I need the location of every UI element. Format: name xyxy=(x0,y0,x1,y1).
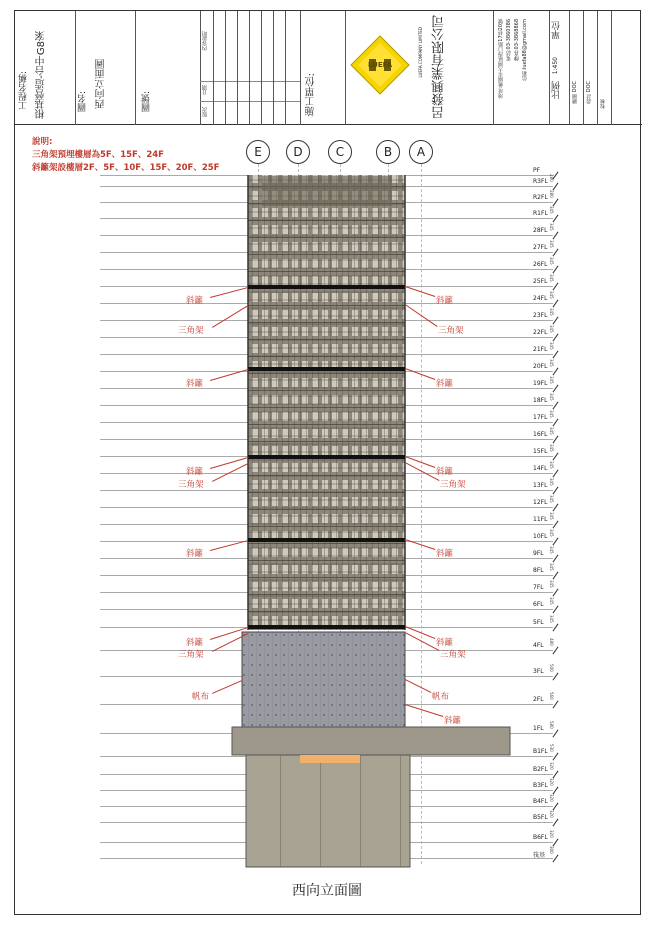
revision-date-label: 日期 xyxy=(202,85,208,95)
net-label: 斜籬 xyxy=(436,379,454,389)
floor-label: 6FL xyxy=(533,601,544,608)
floor-height-dim: 345 xyxy=(549,461,554,469)
net-label: 斜籬 xyxy=(436,638,454,648)
floor-height-dim: 345 xyxy=(549,223,554,231)
drawn-by-label: 繪圖 DOC xyxy=(572,81,578,104)
net-label: 斜籬 xyxy=(436,549,454,559)
scaffold-grid xyxy=(248,175,405,630)
notes-net-floors: 斜籬架設樓層2F、5F、10F、15F、20F、25F xyxy=(32,163,220,173)
roof-structure xyxy=(262,176,392,206)
grid-axis-e: E xyxy=(246,140,270,164)
floor-label: 3FL xyxy=(533,668,544,675)
floor-label: B4FL xyxy=(533,798,548,805)
floor-height-dim: 345 xyxy=(549,597,554,605)
floor-label: 筏基 xyxy=(533,852,546,859)
floor-height-dim: 345 xyxy=(549,563,554,571)
canvas-label: 帆布 xyxy=(192,692,210,702)
company-email: 信箱:luefa88@gmail.com xyxy=(522,19,528,81)
floor-label: 1FL xyxy=(533,725,544,732)
drawing-number-label: 圖號: xyxy=(142,91,152,113)
floor-label: 23FL xyxy=(533,312,548,319)
floor-label: PF xyxy=(533,167,541,174)
checked-by-label: 校核 xyxy=(600,99,606,109)
bracket-label: 三角架 xyxy=(440,650,466,660)
floor-height-dim: 345 xyxy=(549,274,554,282)
net-label: 斜籬 xyxy=(444,716,462,726)
drawing-title: 西向立面圖 xyxy=(292,883,362,899)
bracket-label: 三角架 xyxy=(438,326,464,336)
floor-height-dim: 345 xyxy=(549,291,554,299)
project-label: 工程名稱: xyxy=(19,71,29,111)
podium-canvas xyxy=(242,632,405,727)
company-english-name: LUEFA COMPANY LIMITED xyxy=(418,27,423,78)
designed-by-label: 設計 DOC xyxy=(586,81,592,104)
floor-height-dim: 345 xyxy=(549,427,554,435)
floor-height-dim: 530 xyxy=(549,744,554,752)
floor-height-dim: 480 xyxy=(549,638,554,646)
floor-height-dim: 560 xyxy=(549,692,554,700)
floor-height-dim: 320 xyxy=(549,830,554,838)
drawing-name: 西向立面圖 xyxy=(96,59,107,109)
basement-beam-highlight xyxy=(300,755,360,763)
floor-height-dim: 345 xyxy=(549,393,554,401)
notes-heading: 說明: xyxy=(32,137,53,147)
revision-content-label: 內容說明 xyxy=(202,31,208,51)
bracket-label: 三角架 xyxy=(440,480,466,490)
floor-height-dim: 580 xyxy=(549,721,554,729)
floor-label: 28FL xyxy=(533,227,548,234)
net-label: 斜籬 xyxy=(186,379,204,389)
floor-height-dim: 345 xyxy=(549,257,554,265)
scale-value: 1:450 xyxy=(552,57,559,75)
floor-height-dim: 345 xyxy=(549,308,554,316)
floor-label: 15FL xyxy=(533,448,548,455)
floor-label: B5FL xyxy=(533,814,548,821)
floor-label: 19FL xyxy=(533,380,548,387)
floor-label: 4FL xyxy=(533,642,544,649)
grid-axis-a: A xyxy=(409,140,433,164)
grid-axis-d: D xyxy=(286,140,310,164)
drawing-name-label: 圖名: xyxy=(78,91,88,113)
canvas-label: 帆布 xyxy=(432,692,450,702)
floor-height-dim: 500 xyxy=(549,664,554,672)
floor-height-dim: 280 xyxy=(549,190,554,198)
floor-label: R3FL xyxy=(533,178,548,185)
floor-height-dim: 345 xyxy=(549,512,554,520)
floor-label: 21FL xyxy=(533,346,548,353)
floor-label: 13FL xyxy=(533,482,548,489)
floor-label: 17FL xyxy=(533,414,548,421)
floor-label: 25FL xyxy=(533,278,548,285)
floor-label: 16FL xyxy=(533,431,548,438)
floor-height-dim: 345 xyxy=(549,529,554,537)
floor-height-dim: 320 xyxy=(549,778,554,786)
floor-height-dim: 345 xyxy=(549,580,554,588)
project-name: 根基營造-台中G8案 xyxy=(36,31,47,119)
floor-label: 18FL xyxy=(533,397,548,404)
floor-label: 11FL xyxy=(533,516,548,523)
bracket-label: 三角架 xyxy=(178,480,204,490)
grid-axis-b: B xyxy=(376,140,400,164)
floor-height-dim: 320 xyxy=(549,794,554,802)
floor-height-dim: 345 xyxy=(549,240,554,248)
floor-label: 22FL xyxy=(533,329,548,336)
bracket-label: 三角架 xyxy=(178,650,204,660)
net-label: 斜籬 xyxy=(436,467,454,477)
floor-label: 10FL xyxy=(533,533,548,540)
floor-label: B3FL xyxy=(533,782,548,789)
floor-label: 5FL xyxy=(533,619,544,626)
floor-height-dim: 345 xyxy=(549,359,554,367)
floor-height-dim: 345 xyxy=(549,478,554,486)
floor-height-dim: 320 xyxy=(549,762,554,770)
floor-height-dim: 345 xyxy=(549,206,554,214)
contractor-label: 施工單位: xyxy=(306,73,317,117)
scale-label: 比例 xyxy=(552,81,562,99)
net-label: 斜籬 xyxy=(186,296,204,306)
grid-axis-c: C xyxy=(328,140,352,164)
net-platform-25f xyxy=(248,285,405,289)
logo-text: LUEFA xyxy=(367,61,393,69)
floor-height-dim: 345 xyxy=(549,615,554,623)
floor-label: 7FL xyxy=(533,584,544,591)
net-platform-5f xyxy=(248,625,405,629)
floor-label: 26FL xyxy=(533,261,548,268)
revision-mark: 版次 xyxy=(202,107,208,117)
floor-label: B1FL xyxy=(533,748,548,755)
floor-label: 9FL xyxy=(533,550,544,557)
basement-structure xyxy=(246,755,410,867)
net-label: 斜籬 xyxy=(186,467,204,477)
ground-floor-slab xyxy=(232,727,510,755)
net-label: 斜籬 xyxy=(436,296,454,306)
floor-label: B6FL xyxy=(533,834,548,841)
floor-height-dim: 345 xyxy=(549,444,554,452)
floor-label: 2FL xyxy=(533,696,544,703)
floor-label: R1FL xyxy=(533,210,548,217)
floor-label: R2FL xyxy=(533,194,548,201)
net-platform-10f xyxy=(248,538,405,542)
net-platform-15f xyxy=(248,455,405,459)
floor-height-dim: 345 xyxy=(549,325,554,333)
floor-height-dim: 345 xyxy=(549,342,554,350)
company-chinese-name: 呂發興業有限公司 xyxy=(432,15,447,119)
floor-height-dim: 300 xyxy=(549,846,554,854)
floor-label: 14FL xyxy=(533,465,548,472)
net-label: 斜籬 xyxy=(186,549,204,559)
floor-height-dim: 320 xyxy=(549,810,554,818)
floor-height-dim: 345 xyxy=(549,495,554,503)
floor-label: 12FL xyxy=(533,499,548,506)
unit-label: 單位 xyxy=(552,21,562,39)
net-label: 斜籬 xyxy=(186,638,204,648)
floor-label: 20FL xyxy=(533,363,548,370)
floor-label: 8FL xyxy=(533,567,544,574)
company-phone: 電話:03-3860386 xyxy=(506,19,512,62)
company-fax: 傳真:03-3868868 xyxy=(514,19,520,62)
bracket-label: 三角架 xyxy=(178,326,204,336)
floor-height-dim: 280 xyxy=(549,174,554,182)
net-platform-20f xyxy=(248,367,405,371)
notes-bracket-floors: 三角架預埋樓層為5F、15F、24F xyxy=(32,150,164,160)
company-address: 地址:桃園市大園區海口路17巷20號 xyxy=(498,19,504,99)
floor-label: 24FL xyxy=(533,295,548,302)
floor-height-dim: 345 xyxy=(549,546,554,554)
floor-height-dim: 345 xyxy=(549,410,554,418)
floor-label: 27FL xyxy=(533,244,548,251)
floor-height-dim: 345 xyxy=(549,376,554,384)
floor-label: B2FL xyxy=(533,766,548,773)
